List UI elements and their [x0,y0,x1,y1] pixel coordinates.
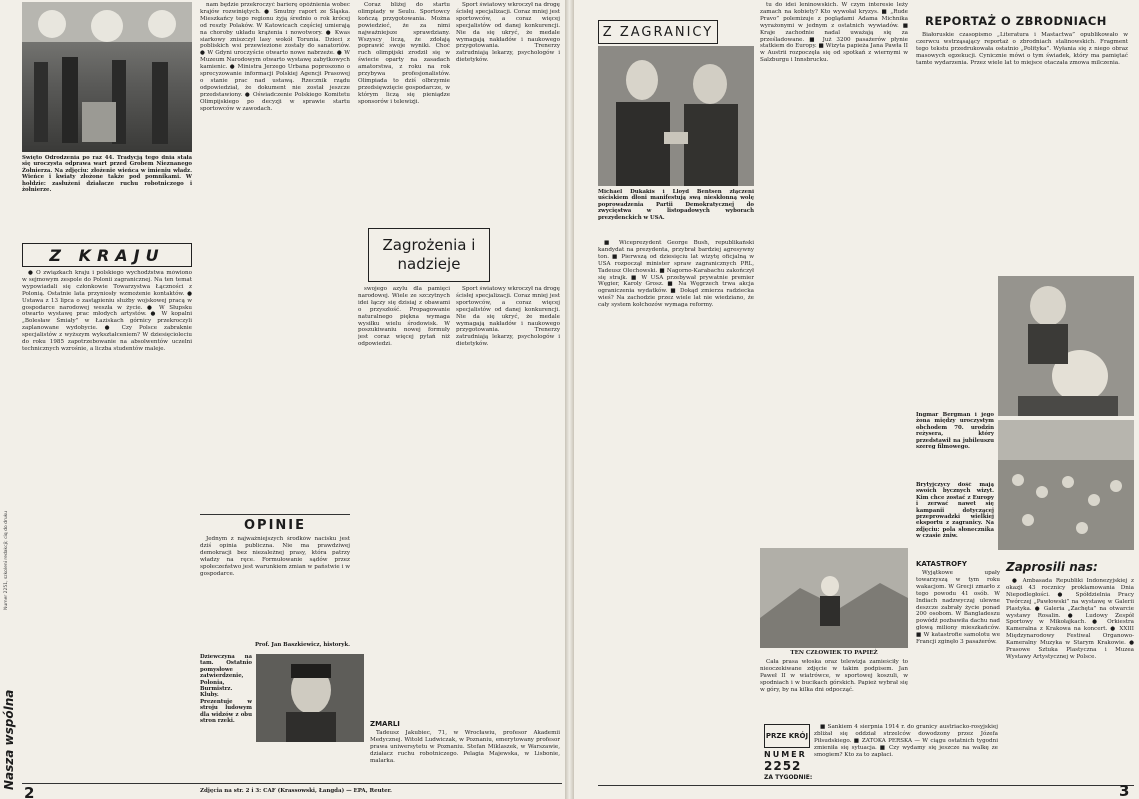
left-footer-credits: Zdjęcia na str. 2 i 3: CAF (Krassowski, Łangda) — EPA, Reuter. [200,788,392,794]
reportaz-text [916,32,1128,272]
tygodnia-title: ZA TYGODNIE: [764,774,813,781]
numer-value: 2252 [764,759,802,773]
zagrozenia-paragraph: swojego azylu dla pamięci narodowej. Wiele ze szczytnych idei łączy się dzisiaj z obawami o przyszłość. Propagowanie naturalnego piękna wymaga wysiłku wielu środowisk. W poszukiwaniu nowej formuły jest coraz więcej pytań niż odpowiedzi. [358,286,450,348]
pope-photo-art [760,548,908,648]
column-3-text [358,2,450,224]
katastrofy-paragraph: Wyjątkowe upały towarzyszą w tym roku wakacjom. W Grecji zmarło z tego powodu 41 osób. W Indiach nadzwyczaj ulewne deszcze zabrały życie ponad 200 osobom. W Bangladeszu powódź pozbawiła dachu nad głową miliony mieszkańców. ■ W katastrofie samolotu we Francji zginęło 3 pasażerów. [916,570,1000,646]
column-2-text [200,2,350,512]
zaproszenia-title: Zaprosili nas: [1006,560,1098,574]
girl-photo-art [256,654,364,742]
katastrofy-text [916,570,1000,746]
left-page [0,0,565,799]
masthead-note: Numer 2251, szkoleni redakcji; ciq do druku [4,510,9,610]
masthead-vertical: Nasza wspólna [2,689,16,790]
kraj-paragraph: ● O związkach kraju i polskiego wychodźstwa mówiono w sejmowym zespole do Polonii zagranicznej. Na ten temat wypowiadali się członkowie Towarzystwa Łączności z Polonią. Ostatnie lata przyniosły wzmożenie kontaktów. ● Ustawa z 13 lipca o zastąpieniu służby wojskowej pracą w gospodarce narodowej weszła w życie. ● W Słupsku otwarto wystawę prac młodych artystów. ● W kopalni „Bolesław Śmiały” w Łaziskach górnicy przekroczyli zaplanowane wydobycie. ● Czy Polsce zabraknie specjalistów z wyższym wykształceniem? W dziesięcioleciu do roku 1985 zapotrzebowanie na absolwentów uczelni technicznych wzrośnie, a liczba studentów maleje. [22,270,192,352]
zmarli-title: ZMARLI [370,720,400,728]
opinie-title: OPINIE [243,518,306,533]
bergman-photo-art [998,276,1134,416]
footer-text [814,724,998,784]
left-footer-rule [22,783,562,784]
girl-photo-caption: Dziewczyna na tam. Ostatnio pomysłowe zatwierdzenie, Polonia, Burmistrz. Kluby. Prezentuje w stroju ludowym dla widzów z obu stron rzeki. [200,654,252,725]
opinie-top-rule [200,514,350,515]
field-photo [998,420,1134,550]
bergman-photo [998,276,1134,416]
brand-mark [764,724,810,748]
page-gutter [565,0,574,799]
kraj-title: Z KRAJU [49,245,165,265]
ceremony-photo-art [22,2,192,152]
right-column-2-text [760,2,908,547]
pope-caption-title: TEN CZŁOWIEK TO PAPIEŻ [790,650,878,656]
pope-paragraph: Cała prasa włoska oraz telewizja zamieściły to nieoczekiwane zdjęcie w takim podpisem. Jan Paweł II w wiatrówce, w sportowej koszuli, w spodniach i w bucikach górskich. Papież wybrał się w góry, by na kilka dni odpocząć. [760,659,908,693]
dukakis-bentsen-photo-art [598,46,754,186]
zmarli-paragraph: Tadeusz Jakubiec, 71, w Wrocławiu, profesor Akademii Medycznej. Witold Ludwiczak, w Poznaniu, emerytowany profesor prawa uniwersytetu w Poznaniu. Stefan Miklaszek, w Warszawie, działacz ruchu robotniczego. Pelagia Majewska, w Lisbonie, malarka. [370,730,560,764]
opinie-text [200,536,350,640]
brand-mark-text: PRZE KRÓJ [765,732,809,740]
right-column-2-paragraph: tu do idei leninowskich. W czym interesie leży zamach na kobiety? Kto wywołał kryzys. ■ „Rude Pravo” polemizuje z poglądami Adama Michnika wyrażonymi w jednym z ostatnich wywiadów. ■ Kraje zachodnie nadal uważają się za prześladowane. ■ Już 3200 pasażerów płynie statkiem do Europy. ■ Wizyta papieża Jana Pawła II w Austrii rozpoczęła się od spotkań z wiernymi w Salzburgu i Innsbrucku. [760,2,908,64]
kraj-column-text [22,270,192,778]
pope-photo [760,548,908,648]
zagrozenia-header [368,228,490,282]
zaproszenia-text [1006,578,1134,778]
left-page-number: 2 [24,784,35,799]
field-caption: Brytyjczycy dość mają swoich bycznych wizyt. Kim chce zostać z Europy i zerwać nawet się kampanii dotyczącej przeprowadzki wielkiej eksportu z zagranicy. Na zdjęciu: pola słonecznika w czasie żniw. [916,482,994,540]
kraj-section-header [22,243,192,267]
zagrozenia-text-2 [456,286,560,586]
opinie-paragraph: Jednym z najważniejszych środków nacisku jest dziś opinia publiczna. Nie ma prawdziwej demokracji bez niezależnej prasy, która patrzy władzy na ręce. Formułowanie sądów przez społeczeństwo jest warunkiem zmian w państwie i w gospodarce. [200,536,350,577]
column-3-paragraph: Coraz bliżej do startu olimpiady w Seulu. Sportowcy kończą przygotowania. Można powiedzieć, że za nimi najważniejsze sprawdziany. Wszyscy liczą, że zdołają poprawić swoje wyniki. Choć ruch olimpijski zrodził się w świecie oparty na zasadach amatorstwa, z roku na rok przybywa profesjonalistów. Olimpiada to dziś olbrzymie przedsięwzięcie gospodarcze, w którym liczą się pieniądze sponsorów i telewizji. [358,2,450,105]
katastrofy-title: KATASTROFY [916,560,967,568]
zagranicy-paragraph: ■ Wiceprezydent George Bush, republikański kandydat na prezydenta, przybrał bardziej agresywny ton. ■ Pierwszą od dziesięciu lat wizytę oficjalną w USA rozpoczął minister spraw zagranicznych PRL, Tadeusz Olechowski. ■ Nagorno-Karabachu zakończył się strajk. ■ W USA przebywał prywatnie premier Węgier, Karoly Grosz. ■ Na Węgrzech trwa akcja ograniczenia wydatków. ■ Dokąd zmierza radziecka wieś? Na zachodzie przez wiele lat nie wiedziano, że cały system kołchozów wymaga reformy. [598,240,754,309]
column-2-paragraph: nam będzie przekroczyć barierę opóźnienia wobec krajów rozwiniętych. ● Smutny raport ze Śląska. Mieszkańcy tego regionu żyją średnio o rok krócej od reszty Polaków. W Katowicach częściej umierają na choroby układu krążenia i nowotwory. ● Kwas siarkowy zniszczył lasy wokół Torunia. Dzieci z pobliskich wsi przewiezione zostały do sanatoriów. ● W Gdyni uroczyście otwarto nowe nabrzeże. ● W Muzeum Narodowym otwarto wystawę zabytkowych kamienic. ● Ministra Jerzego Urbana poproszono o sprecyzowanie informacji Polskiej Agencji Prasowej o stanie prac nad ustawą. Rzecznik rządu odpowiedział, że dokument nie został jeszcze przedstawiony. ● Oświadczenie Polskiego Komitetu Olimpijskiego po decyzji w sprawie startu sportowców w zawodach. [200,2,350,112]
field-photo-art [998,420,1134,550]
zmarli-text [370,730,560,782]
right-page [574,0,1139,799]
footer-paragraph: ■ Sankiem 4 sierpnia 1914 r. do granicy austriacko-rosyjskiej zbliżał się oddział strzelców dowodzony przez Józefa Piłsudskiego. ■ ZATOKA PERSKA — W ciągu ostatnich tygodni zmieniła się sytuacja. ■ Czy wydamy się jeszcze na walkę ze smogiem? Kto za to zapłaci. [814,724,998,758]
girl-photo [256,654,364,742]
opinie-author: Prof. Jan Baszkiewicz, historyk. [254,642,350,648]
column-4-paragraph: Sport światowy wkroczył na drogę ścisłej specjalizacji. Coraz mniej jest sportowców, a coraz więcej specjalistów od danej konkurencji. Nie da się ukryć, że medale wymagają nakładów i naukowego przygotowania. Trenerzy zatrudniają lekarzy, psychologów i dietetyków. [456,2,560,64]
zagranicy-section-header [598,20,718,44]
zagrozenia-title: Zagrożenia i nadzieje [382,236,476,273]
reportaz-paragraph: Białoruskie czasopismo „Literatura i Mastactwa” opublikowało w czerwcu wstrząsający reportaż o zbrodniach stalinowskich. Fragment tego tekstu przedrukowała ostatnio „Polityka”. Wyłania się z niego obraz masowych egzekucji. Cynicznie mówi o tym świadek, który ma pamiętać tamte wydarzenia. Przez wiele lat to miejsce otaczała zmowa milczenia. [916,32,1128,66]
dukakis-bentsen-photo [598,46,754,186]
bergman-caption: Ingmar Bergman i jego żona między uroczystym obchodem 70. urodzin reżysera, który przedstawił na jubileuszu szereg filmowego. [916,412,994,451]
zagranicy-text [598,240,754,780]
ceremony-caption: Święto Odrodzenia po raz 44. Tradycją tego dnia stała się uroczysta odprawa wart przed Grobem Nieznanego Żołnierza. Na zdjęciu: złożenie wieńca w imieniu władz. Wieńce i kwiaty złożone także pod pomnikami. W hołdzie: zasłużeni działacze ruchu robotniczego i żołnierze. [22,155,192,194]
zagranicy-title: Z ZAGRANICY [602,24,714,40]
dukakis-caption: Michael Dukakis i Lloyd Bentsen złączeni uściskiem dłoni manifestują swą nieskłonną wolę poprowadzenia Partii Demokratycznej do zwycięstwa w listopadowych wyborach prezydenckich w USA. [598,189,754,221]
right-footer-rule [598,785,1134,786]
zaproszenia-paragraph: ● Ambasada Republiki Indonezyjskiej z okazji 43 rocznicy proklamowania Dnia Niepodległości. ● Spółdzielnia Pracy Twórczej „Pawłowski” na wystawę w Galerii Plastyka. ● Galeria „Zachęta” na otwarcie wystawy Rosalin. ● Ludowy Zespół Sportowy w Mikołajkach. ● Orkiestra Kameralna z Krakowa na koncert. ● XXIII Międzynarodowy Festiwal Organowo-Kameralny Muzyka w Starym Krakowie. ● Prasowe Sztuka Plastyczna i Muzea Wystawy Artystycznej w Polsce. [1006,578,1134,660]
zagrozenia-text [358,286,450,586]
ceremony-photo [22,2,192,152]
zagrozenia-paragraph-2: Sport światowy wkroczył na drogę ścisłej specjalizacji. Coraz mniej jest sportowców, a coraz więcej specjalistów od danej konkurencji. Nie da się ukryć, że medale wymagają nakładów i naukowego przygotowania. Trenerzy zatrudniają lekarzy, psychologów i dietetyków. [456,286,560,348]
numer-label: NUMER [764,750,807,759]
column-4-text [456,2,560,224]
right-page-number: 3 [1119,782,1130,799]
reportaz-title: REPORTAŻ O ZBRODNIACH [925,14,1107,28]
